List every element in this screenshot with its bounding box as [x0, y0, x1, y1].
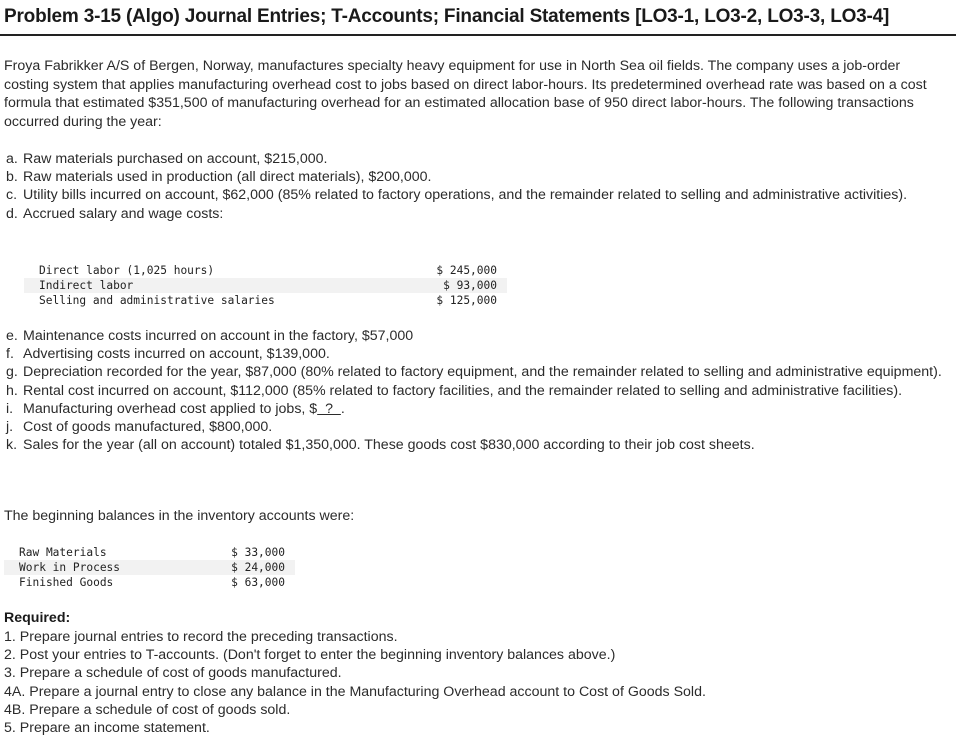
- transaction-label: d.: [6, 205, 18, 222]
- transaction-text: Accrued salary and wage costs:: [23, 205, 224, 222]
- table-row: [24, 293, 507, 308]
- transaction-e: [0, 327, 950, 345]
- required-item: 4A. Prepare a journal entry to close any balance in the Manufacturing Overhead account to Cost of Goods Sold.: [4, 683, 706, 700]
- beginning-balances-intro: The beginning balances in the inventory accounts were:: [4, 508, 355, 524]
- transactions-list-a-d: [0, 150, 950, 223]
- required-item: 1. Prepare journal entries to record the preceding transactions.: [4, 629, 398, 645]
- inventory-label: Raw Materials: [19, 546, 107, 559]
- table-row: [24, 263, 507, 278]
- title-divider: [0, 34, 956, 36]
- inventory-amount: $ 63,000: [231, 576, 285, 589]
- beginning-balances-table: [4, 545, 295, 590]
- salary-amount: $ 125,000: [436, 294, 497, 307]
- salary-label: Direct labor (1,025 hours): [39, 264, 215, 277]
- table-row: [4, 560, 295, 575]
- table-row: [24, 278, 507, 293]
- transaction-label: i.: [6, 400, 14, 417]
- transaction-text: Advertising costs incurred on account, $139,000.: [23, 346, 330, 363]
- inventory-amount: $ 24,000: [192, 560, 295, 575]
- problem-title: Problem 3-15 (Algo) Journal Entries; T-Accounts; Financial Statements [LO3-1, LO3-2, LO3-3, LO3-4]: [4, 6, 890, 27]
- transaction-h: [0, 382, 950, 400]
- transaction-text: Rental cost incurred on account, $112,000 (85% related to factory facilities, and the remainder related to selling and administrative facilities).: [23, 382, 903, 399]
- transaction-label: k.: [6, 437, 18, 454]
- required-item: 3. Prepare a schedule of cost of goods manufactured.: [4, 665, 342, 682]
- table-row: [4, 545, 295, 560]
- transaction-label: c.: [6, 187, 18, 204]
- transaction-text: Depreciation recorded for the year, $87,000 (80% related to factory equipment, and the remainder related to selling and administrative equipment).: [23, 364, 942, 381]
- transaction-label: e.: [6, 328, 18, 344]
- transactions-list-e-k: [0, 327, 950, 454]
- salary-amount: $ 245,000: [436, 264, 497, 277]
- inventory-label: Finished Goods: [19, 576, 114, 589]
- transaction-g: [0, 363, 950, 381]
- transaction-f: [0, 345, 950, 363]
- table-row: [4, 575, 295, 590]
- transaction-label: g.: [6, 364, 18, 381]
- required-item: 2. Post your entries to T-accounts. (Don't forget to enter the beginning inventory balances above.): [4, 647, 616, 664]
- transaction-a: [0, 150, 950, 168]
- transaction-text: Raw materials purchased on account, $215,000.: [23, 151, 328, 167]
- salary-wage-table: [24, 263, 507, 308]
- salary-label: Indirect labor: [24, 278, 401, 293]
- transaction-label: h.: [6, 382, 18, 399]
- transaction-text: Raw materials used in production (all direct materials), $200,000.: [23, 169, 432, 186]
- transaction-k: [0, 436, 950, 454]
- required-heading: Required:: [4, 610, 71, 626]
- inventory-label: Work in Process: [4, 560, 192, 575]
- transaction-text: Cost of goods manufactured, $800,000.: [23, 419, 273, 436]
- inventory-amount: $ 33,000: [231, 546, 285, 559]
- salary-amount: $ 93,000: [401, 278, 507, 293]
- transaction-label: j.: [6, 419, 14, 436]
- transaction-label: f.: [6, 346, 14, 363]
- salary-label: Selling and administrative salaries: [39, 294, 275, 307]
- transaction-text: Manufacturing overhead cost applied to jobs, $: [23, 400, 318, 417]
- transaction-text: Sales for the year (all on account) totaled $1,350,000. These goods cost $830,000 according to their job cost sheets.: [23, 437, 755, 454]
- required-item: 4B. Prepare a schedule of cost of goods sold.: [4, 701, 291, 718]
- transaction-j: [0, 418, 950, 436]
- transaction-text: Utility bills incurred on account, $62,000 (85% related to factory operations, and the remainder related to selling and administrative activities).: [23, 187, 908, 204]
- transaction-label: b.: [6, 169, 18, 186]
- transaction-label: a.: [6, 151, 18, 167]
- required-item: 5. Prepare an income statement.: [4, 720, 210, 737]
- transaction-i: i. Manufacturing overhead cost applied to jobs, $ ? .: [6, 400, 345, 417]
- problem-intro: Froya Fabrikker A/S of Bergen, Norway, manufactures specialty heavy equipment for use in North Sea oil fields. The company uses a job-order costing system that applies manufacturing overhead cost to jobs based on direct labor-hours. Its predetermined overhead rate was based on a cost formula that estimated $351,500 of manufacturing overhead for an estimated allocation base of 950 direct labor-hours. The following transactions occurred during the year:: [4, 58, 927, 130]
- transaction-b: [0, 168, 950, 186]
- overhead-applied-blank: ?: [317, 400, 341, 417]
- transaction-d: [0, 205, 950, 223]
- required-list: [4, 628, 706, 737]
- transaction-c: [0, 186, 950, 204]
- transaction-text: Maintenance costs incurred on account in the factory, $57,000: [23, 328, 414, 344]
